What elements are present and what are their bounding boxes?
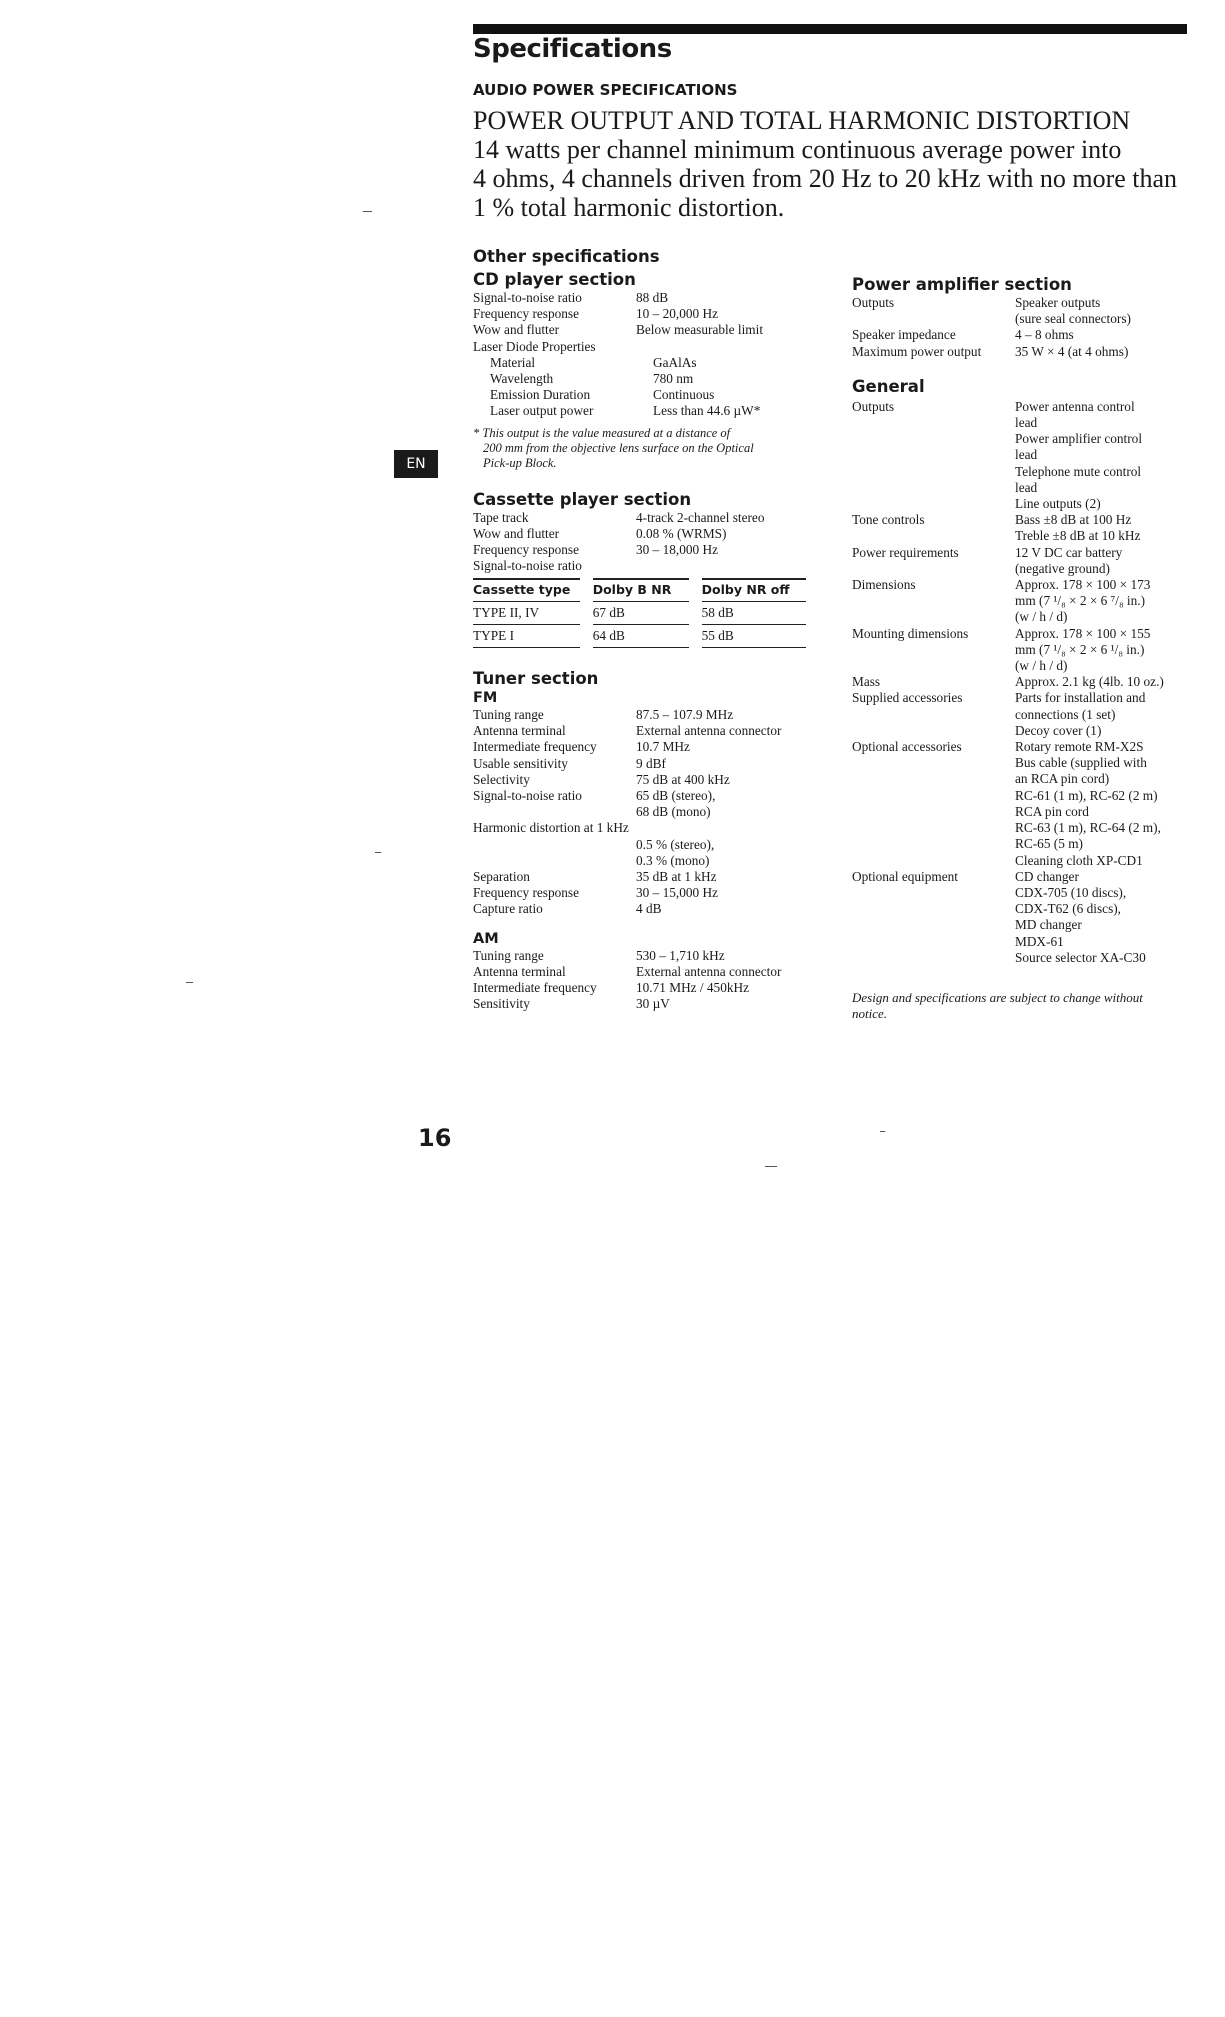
spec-value: (negative ground): [1015, 560, 1110, 576]
spec-label: Wow and flutter: [473, 322, 560, 338]
spec-label: [852, 447, 1015, 463]
spec-row: [473, 526, 813, 542]
spec-label: Speaker impedance: [852, 327, 956, 343]
spec-label: Usable sensitivity: [473, 755, 568, 771]
spec-row: [852, 512, 1192, 528]
spec-row: [852, 658, 1192, 674]
spec-value: 30 – 15,000 Hz: [636, 885, 718, 901]
spec-value: Approx. 178 × 100 × 155: [1015, 625, 1151, 641]
spec-row: [473, 322, 813, 338]
spec-value: Rotary remote RM-X2S: [1015, 739, 1144, 755]
spec-value: 30 µV: [636, 996, 670, 1012]
am-rows: [473, 948, 813, 1013]
spec-row: [852, 447, 1192, 463]
spec-row: [852, 690, 1192, 706]
spec-row: [852, 561, 1192, 577]
language-tab: EN: [394, 450, 438, 478]
spec-value: lead: [1015, 447, 1038, 463]
cassette-table: [473, 578, 806, 648]
spec-label: Capture ratio: [473, 901, 543, 917]
spec-value: 530 – 1,710 kHz: [636, 947, 725, 963]
spec-label: [852, 950, 1015, 966]
spec-label: [852, 561, 1015, 577]
spec-row: [852, 344, 1192, 360]
cassette-rows: [473, 510, 813, 575]
page-title: Specifications: [473, 34, 672, 64]
spec-value: 4-track 2-channel stereo: [636, 509, 765, 525]
spec-value: Bass ±8 dB at 100 Hz: [1015, 512, 1132, 528]
amp-rows: [852, 295, 1192, 360]
spec-label: [473, 837, 636, 853]
power-headline: [473, 106, 1193, 222]
scan-mark: [765, 1166, 777, 1167]
spec-label: Wow and flutter: [473, 525, 560, 541]
spec-value: 10 – 20,000 Hz: [636, 306, 718, 322]
spec-label: [852, 496, 1015, 512]
spec-row: [852, 593, 1192, 609]
spec-label: [852, 658, 1015, 674]
spec-label: Mass: [852, 674, 881, 690]
spec-label: Antenna terminal: [473, 723, 566, 739]
spec-value: GaAlAs: [653, 354, 697, 370]
spec-row: [852, 311, 1192, 327]
cd-heading: CD player section: [473, 270, 636, 289]
spec-value: RCA pin cord: [1015, 803, 1089, 819]
spec-row: [473, 853, 813, 869]
spec-row: [852, 528, 1192, 544]
spec-value: Approx. 2.1 kg (4lb. 10 oz.): [1015, 674, 1164, 690]
spec-label: [852, 723, 1015, 739]
table-header: Dolby NR off: [702, 579, 806, 601]
spec-label: Tape track: [473, 509, 529, 525]
spec-value: MDX-61: [1015, 933, 1064, 949]
spec-value: Telephone mute control: [1015, 463, 1142, 479]
spec-row: [852, 853, 1192, 869]
spec-label: Signal-to-noise ratio: [473, 558, 582, 574]
spec-row: [852, 642, 1192, 658]
spec-value: Approx. 178 × 100 × 173: [1015, 577, 1151, 593]
spec-value: Treble ±8 dB at 10 kHz: [1015, 528, 1141, 544]
spec-value: 780 nm: [653, 371, 694, 387]
spec-value: (sure seal connectors): [1015, 311, 1131, 327]
table-header: Dolby B NR: [593, 579, 689, 601]
spec-value: [636, 339, 813, 355]
spec-value: lead: [1015, 415, 1038, 431]
spec-label: Emission Duration: [490, 387, 591, 403]
spec-row: [852, 496, 1192, 512]
spec-label: Separation: [473, 869, 530, 885]
spec-row: [852, 771, 1192, 787]
table-row: [473, 624, 806, 647]
spec-value: 10.71 MHz / 450kHz: [636, 980, 750, 996]
spec-label: [852, 917, 1015, 933]
scan-mark: [375, 852, 381, 853]
spec-row: [473, 707, 813, 723]
spec-label: [852, 593, 1015, 609]
spec-label: Tuning range: [473, 707, 544, 723]
spec-value: 87.5 – 107.9 MHz: [636, 707, 734, 723]
spec-label: Material: [490, 354, 536, 370]
spec-row: [473, 820, 813, 836]
spec-label: Optional equipment: [852, 868, 958, 884]
spec-row: [852, 869, 1192, 885]
spec-value: 12 V DC car battery: [1015, 544, 1123, 560]
note-line: * This output is the value measured at a distance of: [473, 425, 731, 440]
spec-label: Intermediate frequency: [473, 980, 597, 996]
spec-label: [852, 836, 1015, 852]
cd-note: [473, 426, 813, 471]
spec-value: RC-61 (1 m), RC-62 (2 m): [1015, 787, 1158, 803]
spec-label: Maximum power output: [852, 343, 982, 359]
spec-value: 4 – 8 ohms: [1015, 327, 1074, 343]
spec-label: Harmonic distortion at 1 kHz: [473, 820, 629, 836]
spec-value: 75 dB at 400 kHz: [636, 771, 730, 787]
spec-row: [852, 609, 1192, 625]
spec-row: [852, 723, 1192, 739]
spec-label: Supplied accessories: [852, 690, 963, 706]
table-cell: TYPE II, IV: [473, 601, 580, 624]
footnote-line: Design and specifications are subject to change without: [852, 989, 1143, 1005]
spec-label: Frequency response: [473, 306, 579, 322]
spec-label: [852, 609, 1015, 625]
spec-row: [852, 739, 1192, 755]
spec-row: [852, 674, 1192, 690]
spec-label: Sensitivity: [473, 996, 530, 1012]
spec-value: 0.5 % (stereo),: [636, 836, 715, 852]
spec-label: [852, 934, 1015, 950]
right-column: [852, 274, 1192, 1022]
table-cell: TYPE I: [473, 624, 580, 647]
spec-value: RC-65 (5 m): [1015, 836, 1083, 852]
spec-row: [473, 355, 813, 371]
scan-mark: [363, 211, 372, 212]
spec-value: [629, 820, 813, 836]
top-rule: [473, 24, 1187, 34]
am-heading: AM: [473, 930, 499, 947]
spec-value: Below measurable limit: [636, 322, 764, 338]
spec-row: [473, 901, 813, 917]
spec-label: Tuning range: [473, 947, 544, 963]
spec-label: Power requirements: [852, 544, 959, 560]
spec-value: 65 dB (stereo),: [636, 788, 716, 804]
spec-label: Tone controls: [852, 512, 925, 528]
spec-value: 0.3 % (mono): [636, 852, 710, 868]
spec-row: [852, 295, 1192, 311]
spec-value: 88 dB: [636, 290, 669, 305]
spec-row: [473, 403, 813, 419]
table-header: Cassette type: [473, 579, 580, 601]
power-amp-heading: Power amplifier section: [852, 275, 1072, 294]
spec-value: (w / h / d): [1015, 658, 1068, 674]
spec-row: [852, 545, 1192, 561]
spec-label: [852, 820, 1015, 836]
scan-mark: [880, 1131, 885, 1132]
table-cell: 58 dB: [702, 601, 806, 624]
spec-row: [473, 339, 813, 355]
spec-row: [473, 869, 813, 885]
spec-value: 10.7 MHz: [636, 739, 690, 755]
spec-label: Outputs: [852, 398, 895, 414]
scan-mark: [186, 982, 193, 983]
spec-label: Intermediate frequency: [473, 739, 597, 755]
cassette-heading: Cassette player section: [473, 489, 692, 509]
note-line: 200 mm from the objective lens surface on the Optical: [483, 440, 754, 455]
spec-label: Frequency response: [473, 542, 579, 558]
spec-label: [852, 311, 1015, 327]
spec-value: mm (7 ¹/₈ × 2 × 6 ⁷/₈ in.): [1015, 593, 1146, 609]
spec-value: MD changer: [1015, 917, 1082, 933]
spec-row: [473, 306, 813, 322]
spec-value: (w / h / d): [1015, 609, 1068, 625]
spec-row: [852, 755, 1192, 771]
spec-label: Antenna terminal: [473, 963, 566, 979]
spec-value: Continuous: [653, 387, 715, 403]
spec-row: [473, 756, 813, 772]
general-heading: General: [852, 376, 925, 396]
tuner-heading: Tuner section: [473, 669, 599, 689]
spec-row: [473, 723, 813, 739]
spec-value: CDX-705 (10 discs),: [1015, 884, 1127, 900]
spec-row: [473, 996, 813, 1012]
spec-label: Wavelength: [490, 371, 554, 387]
spec-label: Laser Diode Properties: [473, 338, 596, 354]
spec-label: [852, 528, 1015, 544]
spec-value: RC-63 (1 m), RC-64 (2 m),: [1015, 820, 1161, 836]
spec-row: [473, 739, 813, 755]
spec-label: [473, 853, 636, 869]
spec-row: [852, 885, 1192, 901]
other-specs-heading: Other specifications: [473, 247, 660, 266]
spec-row: [852, 464, 1192, 480]
spec-label: Mounting dimensions: [852, 625, 969, 641]
spec-label: [852, 901, 1015, 917]
spec-row: [852, 626, 1192, 642]
fm-rows: [473, 707, 813, 918]
headline-line: POWER OUTPUT AND TOTAL HARMONIC DISTORTION: [473, 106, 1131, 135]
spec-value: Line outputs (2): [1015, 496, 1101, 512]
spec-value: 4 dB: [636, 901, 662, 917]
spec-row: [473, 371, 813, 387]
spec-value: Decoy cover (1): [1015, 722, 1102, 738]
spec-row: [852, 327, 1192, 343]
spec-value: 35 W × 4 (at 4 ohms): [1015, 343, 1129, 359]
spec-row: [852, 934, 1192, 950]
table-cell: 67 dB: [593, 601, 689, 624]
spec-value: 68 dB (mono): [636, 804, 711, 820]
spec-label: Selectivity: [473, 771, 530, 787]
note-line: Pick-up Block.: [483, 455, 557, 470]
spec-row: [852, 901, 1192, 917]
spec-value: Less than 44.6 µW*: [653, 403, 761, 419]
spec-label: [852, 804, 1015, 820]
spec-label: [852, 480, 1015, 496]
spec-label: [473, 804, 636, 820]
spec-row: [473, 510, 813, 526]
spec-value: Source selector XA-C30: [1015, 949, 1146, 965]
table-cell: 64 dB: [593, 624, 689, 647]
section-label: AUDIO POWER SPECIFICATIONS: [473, 81, 738, 99]
spec-row: [852, 480, 1192, 496]
spec-label: Outputs: [852, 295, 895, 310]
spec-row: [852, 804, 1192, 820]
spec-value: CD changer: [1015, 868, 1079, 884]
table-row: [473, 601, 806, 624]
spec-value: External antenna connector: [636, 723, 782, 739]
spec-value: Speaker outputs: [1015, 295, 1101, 310]
spec-label: [852, 431, 1015, 447]
spec-value: connections (1 set): [1015, 706, 1116, 722]
spec-label: Dimensions: [852, 577, 916, 593]
spec-label: [852, 707, 1015, 723]
spec-row: [473, 964, 813, 980]
spec-label: [852, 755, 1015, 771]
spec-value: Parts for installation and: [1015, 690, 1146, 706]
headline-line: 14 watts per channel minimum continuous average power into: [473, 135, 1122, 164]
spec-value: Power amplifier control: [1015, 431, 1143, 447]
spec-row: [473, 837, 813, 853]
spec-label: [852, 788, 1015, 804]
page-number: 16: [418, 1124, 452, 1152]
spec-value: lead: [1015, 479, 1038, 495]
spec-row: [852, 399, 1192, 415]
spec-value: 0.08 % (WRMS): [636, 525, 727, 541]
spec-value: [636, 558, 813, 574]
spec-row: [852, 917, 1192, 933]
spec-value: External antenna connector: [636, 963, 782, 979]
spec-row: [852, 431, 1192, 447]
spec-row: [473, 542, 813, 558]
footnote-line: notice.: [852, 1005, 888, 1021]
spec-value: mm (7 ¹/₈ × 2 × 6 ¹/₈ in.): [1015, 641, 1145, 657]
general-rows: [852, 399, 1192, 966]
spec-label: Laser output power: [490, 403, 594, 419]
spec-label: [852, 771, 1015, 787]
spec-row: [852, 788, 1192, 804]
spec-label: [852, 853, 1015, 869]
spec-label: Signal-to-noise ratio: [473, 788, 582, 804]
spec-value: Power antenna control: [1015, 398, 1135, 414]
headline-line: 1 % total harmonic distortion.: [473, 193, 785, 222]
spec-label: Frequency response: [473, 885, 579, 901]
left-column: [473, 246, 813, 1013]
spec-row: [473, 948, 813, 964]
table-header-row: [473, 579, 806, 601]
spec-row: [852, 950, 1192, 966]
spec-value: 30 – 18,000 Hz: [636, 542, 718, 558]
spec-value: CDX-T62 (6 discs),: [1015, 901, 1121, 917]
spec-value: 35 dB at 1 kHz: [636, 869, 717, 885]
spec-value: Bus cable (supplied with: [1015, 755, 1147, 771]
footnote: [852, 990, 1192, 1022]
fm-heading: FM: [473, 690, 498, 707]
spec-row: [852, 707, 1192, 723]
spec-row: [473, 885, 813, 901]
spec-label: Signal-to-noise ratio: [473, 290, 582, 305]
spec-row: [852, 415, 1192, 431]
spec-row: [852, 820, 1192, 836]
spec-label: [852, 885, 1015, 901]
spec-row: [473, 772, 813, 788]
spec-value: 9 dBf: [636, 755, 666, 771]
cd-rows: [473, 290, 813, 420]
spec-label: [852, 415, 1015, 431]
spec-value: an RCA pin cord): [1015, 771, 1110, 787]
spec-label: [852, 642, 1015, 658]
spec-row: [473, 788, 813, 804]
spec-label: [852, 464, 1015, 480]
spec-row: [473, 290, 813, 306]
spec-row: [473, 387, 813, 403]
headline-line: 4 ohms, 4 channels driven from 20 Hz to 20 kHz with no more than: [473, 164, 1178, 193]
spec-row: [473, 980, 813, 996]
spec-row: [852, 577, 1192, 593]
spec-row: [852, 836, 1192, 852]
spec-value: Cleaning cloth XP-CD1: [1015, 852, 1143, 868]
spec-row: [473, 558, 813, 574]
spec-row: [473, 804, 813, 820]
table-cell: 55 dB: [702, 624, 806, 647]
spec-label: Optional accessories: [852, 739, 962, 755]
